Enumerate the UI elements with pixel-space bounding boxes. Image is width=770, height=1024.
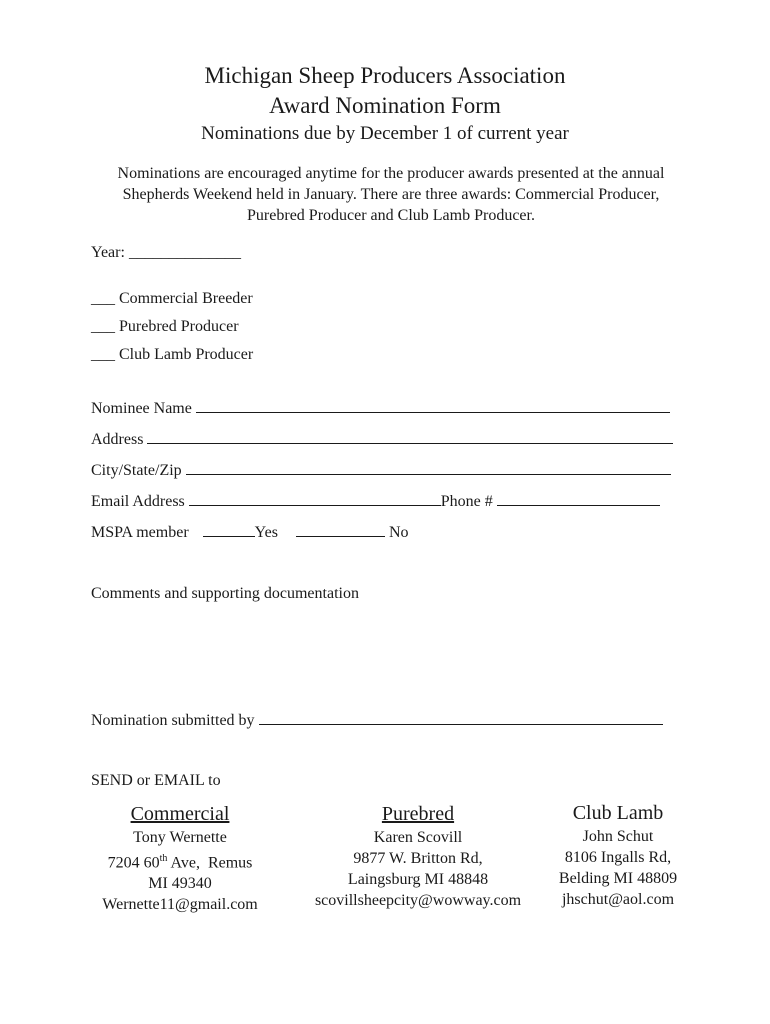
- city-state-zip-label: City/State/Zip: [91, 462, 182, 479]
- contact-name: Tony Wernette: [133, 829, 227, 846]
- mspa-member-label: MSPA member: [91, 524, 189, 541]
- nominee-name-field[interactable]: [91, 398, 670, 418]
- email-line[interactable]: [189, 491, 441, 506]
- intro-line: Nominations are encouraged anytime for the producer awards presented at the annual: [117, 165, 665, 182]
- contact-city: Laingsburg MI 48848: [347, 871, 489, 888]
- contact-email: jhschut@aol.com: [561, 891, 675, 908]
- category-blank[interactable]: ___: [91, 346, 115, 363]
- address-field[interactable]: [91, 429, 673, 449]
- category-purebred-producer[interactable]: [91, 318, 239, 336]
- phone-line[interactable]: [497, 491, 660, 506]
- due-date-note: Nominations due by December 1 of current year: [201, 123, 569, 144]
- contact-street: 8106 Ingalls Rd,: [564, 849, 672, 866]
- contact-email: scovillsheepcity@wowway.com: [314, 892, 522, 909]
- contact-city: Belding MI 48809: [558, 870, 678, 887]
- submitted-by-field[interactable]: [91, 710, 663, 730]
- nominee-name-line[interactable]: [196, 398, 670, 413]
- address-label: Address: [91, 431, 144, 448]
- mspa-yes-line[interactable]: [203, 522, 255, 537]
- mspa-no-label: No: [388, 524, 409, 541]
- category-blank[interactable]: ___: [91, 318, 115, 335]
- mspa-member-row: [91, 522, 409, 542]
- category-label: Commercial Breeder: [119, 290, 253, 307]
- city-state-zip-line[interactable]: [186, 460, 671, 475]
- intro-paragraph: [80, 163, 702, 226]
- category-commercial-breeder[interactable]: [91, 290, 253, 308]
- comments-label: Comments and supporting documentation: [91, 585, 359, 602]
- category-label: Purebred Producer: [119, 318, 239, 335]
- year-field[interactable]: [91, 244, 241, 262]
- contact-club-lamb: [545, 800, 691, 910]
- email-phone-row: [91, 491, 660, 511]
- category-club-lamb-producer[interactable]: [91, 346, 253, 364]
- submitted-by-label: Nomination submitted by: [91, 712, 255, 729]
- send-to-label: SEND or EMAIL to: [91, 772, 221, 789]
- contact-name: John Schut: [582, 828, 654, 845]
- contact-street: 7204 60th Ave, Remus: [107, 853, 253, 872]
- nominee-name-label: Nominee Name: [91, 400, 192, 417]
- contact-name: Karen Scovill: [373, 829, 463, 846]
- mspa-yes-label: Yes: [254, 524, 278, 541]
- address-line[interactable]: [147, 429, 673, 444]
- contact-purebred: [298, 801, 538, 911]
- mspa-no-line[interactable]: [296, 522, 385, 537]
- intro-line: Shepherds Weekend held in January. There are three awards: Commercial Producer,: [122, 186, 660, 203]
- category-label: Club Lamb Producer: [119, 346, 254, 363]
- phone-label: Phone #: [440, 493, 493, 510]
- contact-heading: Purebred: [381, 803, 455, 825]
- contact-heading: Club Lamb: [572, 802, 664, 824]
- year-blank[interactable]: ______________: [128, 244, 241, 261]
- year-label: Year:: [91, 244, 125, 261]
- submitted-by-line[interactable]: [259, 710, 663, 725]
- contact-city: MI 49340: [148, 875, 212, 893]
- city-state-zip-field[interactable]: [91, 460, 671, 480]
- contact-street: 9877 W. Britton Rd,: [353, 850, 483, 867]
- contact-email: Wernette11@gmail.com: [102, 896, 258, 914]
- form-title: Michigan Sheep Producers Association: [204, 63, 566, 88]
- email-label: Email Address: [91, 493, 185, 510]
- contact-heading: Commercial: [130, 803, 230, 825]
- intro-line: Purebred Producer and Club Lamb Producer.: [247, 207, 535, 224]
- category-blank[interactable]: ___: [91, 290, 115, 307]
- form-subtitle-heading: Award Nomination Form: [269, 93, 501, 118]
- contact-commercial: [86, 801, 274, 915]
